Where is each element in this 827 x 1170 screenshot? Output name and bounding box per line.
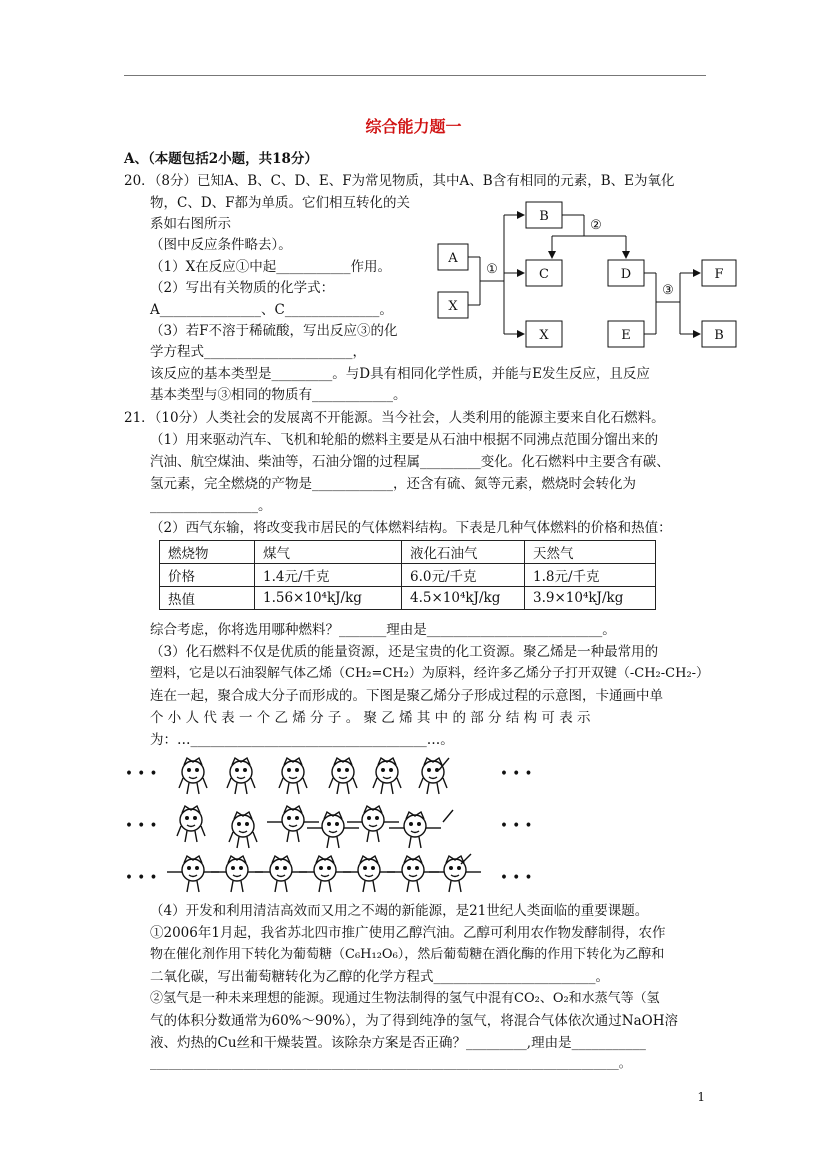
table-header-cell: 燃烧物 — [160, 541, 255, 564]
table-cell: 价格 — [160, 564, 255, 587]
figure-row3-4 — [343, 856, 395, 892]
q21-line: 21．（10分）人类社会的发展离不开能源。当今社会，人类利用的能源主要来自化石燃料。 — [124, 410, 665, 426]
figure-row1-3 — [329, 758, 357, 794]
section-heading: A、（本题包括2小题，共18分） — [124, 151, 318, 167]
label-e: E — [621, 328, 631, 343]
label-c: C — [539, 267, 549, 282]
q21-line: （3）化石燃料不仅是优质的能量资源，还是宝贵的化工资源。聚乙烯是一种最常用的 — [150, 644, 659, 660]
figure-row2-0 — [177, 806, 205, 842]
figure-row1-2 — [279, 758, 307, 794]
reaction-1-label: ① — [486, 262, 498, 277]
q21-line: 为：…___________________________________…。 — [150, 732, 454, 748]
figure-row3-1 — [211, 856, 263, 892]
q21-line: （4）开发和利用清洁高效而又用之不竭的新能源，是21世纪人类面临的重要课题。 — [150, 903, 649, 919]
label-b-top: B — [539, 209, 549, 224]
q21-line: （2）西气东输，将改变我市居民的气体燃料结构。下表是几种气体燃料的价格和热值： — [150, 520, 672, 536]
q20-line: 系如右图所示 — [150, 216, 231, 232]
header-rule — [124, 75, 706, 76]
dots-left-row2: • • • — [125, 818, 158, 834]
table-cell: 1.4元/千克 — [255, 564, 402, 587]
q20-line: 学方程式______________________， — [150, 344, 366, 360]
label-b-out: B — [714, 328, 724, 343]
table-cell: 热值 — [160, 587, 255, 610]
dots-right-row2: • • • — [500, 818, 533, 834]
q21-line: ①2006年1月起，我省苏北四市推广使用乙醇汽油。乙醇可利用农作物发酵制得，农作 — [150, 925, 666, 941]
q21-line: 物在催化剂作用下转化为葡萄糖（C₆H₁₂O₆），然后葡萄糖在酒化酶的作用下转化为乙醇和 — [150, 947, 665, 962]
reaction-3-label: ③ — [662, 283, 674, 298]
table-cell: 4.5×10⁴kJ/kg — [402, 587, 525, 610]
q21-line: 汽油、航空煤油、柴油等，石油分馏的过程属_________变化。化石燃料中主要含有碳、 — [150, 454, 670, 470]
figure-row2-1 — [229, 812, 257, 848]
figure-row2-2 — [267, 806, 319, 842]
q21-line: 个 小 人 代 表 一 个 乙 烯 分 子 。 聚 乙 烯 其 中 的 部 分 结 构 可 表 示 — [150, 710, 591, 726]
dots-left-row3: • • • — [125, 870, 158, 886]
dots-left-row1: • • • — [125, 766, 158, 782]
q21-line: 二氧化碳，写出葡萄糖转化为乙醇的化学方程式________________________。 — [150, 969, 609, 985]
table-header-cell: 液化石油气 — [402, 541, 525, 564]
figure-row3-0 — [167, 856, 219, 892]
q21-line: 气的体积分数通常为60%～90%），为了得到纯净的氢气，将混合气体依次通过NaOH溶 — [150, 1013, 678, 1029]
q21-line: （1）用来驱动汽车、飞机和轮船的燃料主要是从石油中根据不同沸点范围分馏出来的 — [150, 432, 659, 448]
reaction-diagram — [430, 196, 750, 356]
table-cell: 1.56×10⁴kJ/kg — [255, 587, 402, 610]
q21-line: 氢元素，完全燃烧的产物是____________，还含有硫、氮等元素，燃烧时会转化为 — [150, 476, 636, 492]
q21-line: 综合考虑，你将选用哪种燃料？_______理由是__________________________。 — [150, 622, 616, 638]
figure-row3-5 — [387, 856, 439, 892]
label-x: X — [448, 299, 458, 314]
label-a: A — [448, 251, 458, 266]
q21-line: ________________。 — [150, 498, 272, 514]
figure-row2-5 — [389, 812, 441, 848]
q21-line: 液、灼热的Cu丝和干燥装置。该除杂方案是否正确？_________,理由是___________ — [150, 1035, 646, 1051]
table-cell: 6.0元/千克 — [402, 564, 525, 587]
q21-line: 塑料，它是以石油裂解气体乙烯（CH₂=CH₂）为原料，经许多乙烯分子打开双键（-CH₂-CH₂-） — [150, 666, 710, 681]
q20-line: （2）写出有关物质的化学式： — [150, 280, 335, 296]
q21-line: ___________________________________________________________________________。 — [150, 1055, 632, 1070]
figure-row2-3 — [307, 812, 359, 848]
q21-line: ②氢气是一种未来理想的能源。现通过生物法制得的氢气中混有CO₂、O₂和水蒸气等（氢 — [150, 991, 660, 1006]
figure-row1-5 — [419, 758, 447, 794]
figure-row3-2 — [255, 856, 307, 892]
dots-right-row3: • • • — [500, 870, 533, 886]
table-header-cell: 天然气 — [525, 541, 656, 564]
table-header-cell: 煤气 — [255, 541, 402, 564]
table-cell: 1.8元/千克 — [525, 564, 656, 587]
figure-row3-3 — [299, 856, 351, 892]
table-row — [160, 564, 656, 587]
figure-row2-4 — [347, 806, 399, 842]
figure-row1-0 — [179, 758, 207, 794]
figure-row1-4 — [373, 758, 401, 794]
label-x-out: X — [539, 328, 549, 343]
label-f: F — [714, 267, 724, 282]
table-cell: 3.9×10⁴kJ/kg — [525, 587, 656, 610]
q20-line: （3）若F不溶于稀硫酸，写出反应③的化 — [150, 323, 398, 339]
page-title: 综合能力题一 — [365, 117, 462, 136]
q21-line: 连在一起，聚合成大分子而形成的。下图是聚乙烯分子形成过程的示意图，卡通画中单 — [150, 688, 663, 704]
reaction-2-label: ② — [590, 218, 602, 233]
label-d: D — [620, 267, 632, 282]
q20-line: 物，C、D、F都为单质。它们相互转化的关 — [150, 195, 411, 211]
q20-line: 基本类型与③相同的物质有____________。 — [150, 387, 407, 403]
page-number: 1 — [697, 1090, 705, 1104]
table-row — [160, 587, 656, 610]
q20-line: 该反应的基本类型是_________。与D具有相同化学性质，并能与E发生反应，且反应 — [150, 366, 650, 382]
table-header-row — [160, 541, 656, 564]
q20-line: （图中反应条件略去）。 — [150, 237, 292, 253]
q20-line: （1）X在反应①中起___________作用。 — [150, 259, 391, 275]
polyethylene-cartoon — [125, 752, 545, 900]
fuel-table — [159, 540, 656, 610]
figure-row3-6 — [429, 856, 481, 892]
dots-right-row1: • • • — [500, 766, 533, 782]
q20-line: 20．（8分）已知A、B、C、D、E、F为常见物质，其中A、B含有相同的元素，B、E为氧化 — [124, 173, 675, 189]
q20-line: A_______________、C______________。 — [150, 302, 393, 318]
figure-row1-1 — [227, 758, 255, 794]
